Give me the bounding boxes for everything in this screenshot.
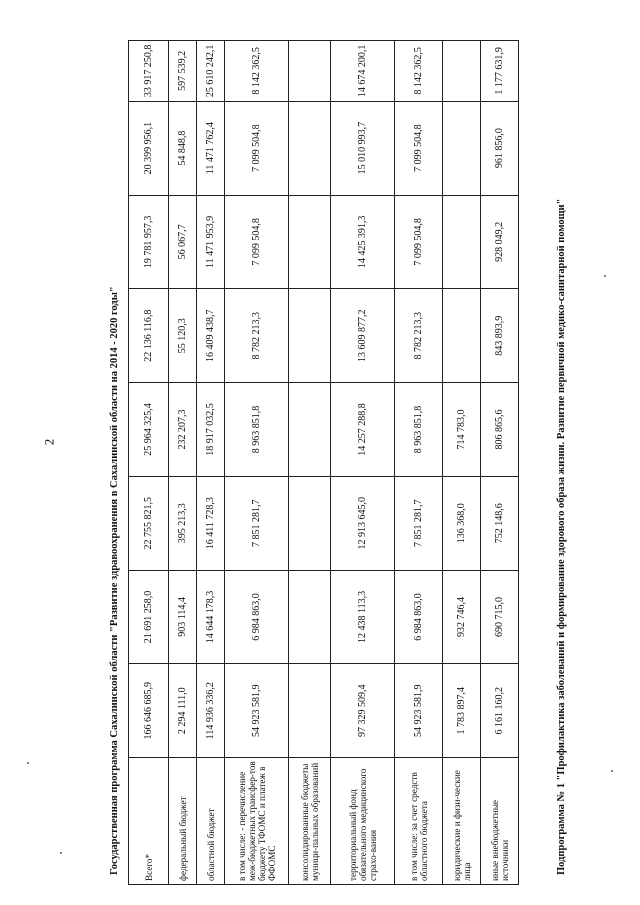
value-cell: 961 856,0 xyxy=(481,101,519,195)
value-cell: 11 471 762,4 xyxy=(197,101,225,195)
row-label: Всего* xyxy=(129,758,169,885)
value-cell: 14 425 391,3 xyxy=(331,195,395,289)
value-cell: 928 049,2 xyxy=(481,195,519,289)
table-row xyxy=(331,41,395,885)
value-cell: 21 691 258,0 xyxy=(129,570,169,664)
value-cell xyxy=(289,570,331,664)
value-cell: 8 142 362,5 xyxy=(225,41,289,102)
value-cell xyxy=(443,195,481,289)
value-cell: 7 099 504,8 xyxy=(395,195,443,289)
value-cell: 690 715,0 xyxy=(481,570,519,664)
value-cell: 932 746,4 xyxy=(443,570,481,664)
value-cell xyxy=(289,41,331,102)
scan-speck xyxy=(611,770,613,772)
value-cell: 8 782 213,3 xyxy=(395,289,443,383)
program-title: Государственная программа Сахалинской области "Развитие здравоохранения в Сахалинской области на 2014 - 2020 годы" xyxy=(109,286,120,875)
value-cell: 25 610 242,1 xyxy=(197,41,225,102)
value-cell xyxy=(443,41,481,102)
row-label: иные внебюджетные источники xyxy=(481,758,519,885)
value-cell xyxy=(443,101,481,195)
value-cell: 55 120,3 xyxy=(169,289,197,383)
value-cell: 14 257 288,8 xyxy=(331,383,395,477)
table-row xyxy=(289,41,331,885)
value-cell xyxy=(289,289,331,383)
value-cell: 15 010 993,7 xyxy=(331,101,395,195)
value-cell: 752 148,6 xyxy=(481,476,519,570)
value-cell: 1 177 631,9 xyxy=(481,41,519,102)
value-cell: 843 893,9 xyxy=(481,289,519,383)
value-cell: 13 609 877,2 xyxy=(331,289,395,383)
table-row xyxy=(225,41,289,885)
value-cell xyxy=(289,101,331,195)
row-label: консолидированные бюджеты муници-пальных образований xyxy=(289,758,331,885)
row-label: в том числе: - перечисление меж-бюджетных трансфер-тов бюджету ТФОМС и платеж в ФФОМС xyxy=(225,758,289,885)
value-cell: 54 923 581,9 xyxy=(225,664,289,758)
rotated-document-content xyxy=(106,40,586,885)
value-cell: 714 783,0 xyxy=(443,383,481,477)
value-cell xyxy=(289,476,331,570)
value-cell: 20 399 956,1 xyxy=(129,101,169,195)
value-cell: 25 964 325,4 xyxy=(129,383,169,477)
table-row xyxy=(443,41,481,885)
value-cell: 11 471 953,9 xyxy=(197,195,225,289)
value-cell: 8 782 213,3 xyxy=(225,289,289,383)
value-cell: 19 781 957,3 xyxy=(129,195,169,289)
value-cell: 7 099 504,8 xyxy=(225,195,289,289)
row-label: юридические и физи-ческие лица xyxy=(443,758,481,885)
value-cell: 903 114,4 xyxy=(169,570,197,664)
row-label: областной бюджет xyxy=(197,758,225,885)
scan-speck xyxy=(27,762,29,764)
row-label: федеральный бюджет xyxy=(169,758,197,885)
value-cell: 7 099 504,8 xyxy=(225,101,289,195)
value-cell: 2 294 111,0 xyxy=(169,664,197,758)
value-cell: 12 913 645,0 xyxy=(331,476,395,570)
table-row xyxy=(395,41,443,885)
page-number: 2 xyxy=(41,438,57,446)
value-cell xyxy=(443,289,481,383)
value-cell: 12 438 113,3 xyxy=(331,570,395,664)
value-cell xyxy=(289,383,331,477)
value-cell: 7 851 281,7 xyxy=(395,476,443,570)
value-cell: 8 963 851,8 xyxy=(395,383,443,477)
value-cell: 114 936 336,2 xyxy=(197,664,225,758)
value-cell: 16 411 728,3 xyxy=(197,476,225,570)
row-label: территориальный фонд обязательного медицинского страхо-вания xyxy=(331,758,395,885)
value-cell xyxy=(289,664,331,758)
value-cell: 6 984 863,0 xyxy=(225,570,289,664)
value-cell: 7 851 281,7 xyxy=(225,476,289,570)
value-cell: 6 161 160,2 xyxy=(481,664,519,758)
value-cell: 232 207,3 xyxy=(169,383,197,477)
value-cell: 1 783 897,4 xyxy=(443,664,481,758)
value-cell: 597 539,2 xyxy=(169,41,197,102)
value-cell: 6 984 863,0 xyxy=(395,570,443,664)
value-cell: 395 213,3 xyxy=(169,476,197,570)
funding-table xyxy=(128,40,519,885)
value-cell: 8 963 851,8 xyxy=(225,383,289,477)
value-cell: 22 755 821,5 xyxy=(129,476,169,570)
value-cell: 97 329 509,4 xyxy=(331,664,395,758)
value-cell: 166 646 685,9 xyxy=(129,664,169,758)
value-cell: 18 917 032,5 xyxy=(197,383,225,477)
table-row xyxy=(481,41,519,885)
value-cell: 56 067,7 xyxy=(169,195,197,289)
scan-speck xyxy=(60,852,62,854)
value-cell: 806 865,6 xyxy=(481,383,519,477)
value-cell: 7 099 504,8 xyxy=(395,101,443,195)
row-label: в том числе: за счет средств областного бюджета xyxy=(395,758,443,885)
subprogram-title: Подпрограмма № 1 "Профилактика заболеваний и формирование здорового образа жизни. Развитие первичной медико-санитарной помощи" xyxy=(556,198,567,875)
value-cell: 16 409 438,7 xyxy=(197,289,225,383)
value-cell: 8 142 362,5 xyxy=(395,41,443,102)
value-cell: 14 644 178,3 xyxy=(197,570,225,664)
table-row xyxy=(129,41,169,885)
value-cell: 54 923 581,9 xyxy=(395,664,443,758)
table-row xyxy=(197,41,225,885)
value-cell: 33 917 250,8 xyxy=(129,41,169,102)
table-row xyxy=(169,41,197,885)
value-cell: 14 674 200,1 xyxy=(331,41,395,102)
value-cell xyxy=(289,195,331,289)
value-cell: 136 368,0 xyxy=(443,476,481,570)
scan-speck xyxy=(604,275,606,277)
value-cell: 54 848,8 xyxy=(169,101,197,195)
value-cell: 22 136 116,8 xyxy=(129,289,169,383)
